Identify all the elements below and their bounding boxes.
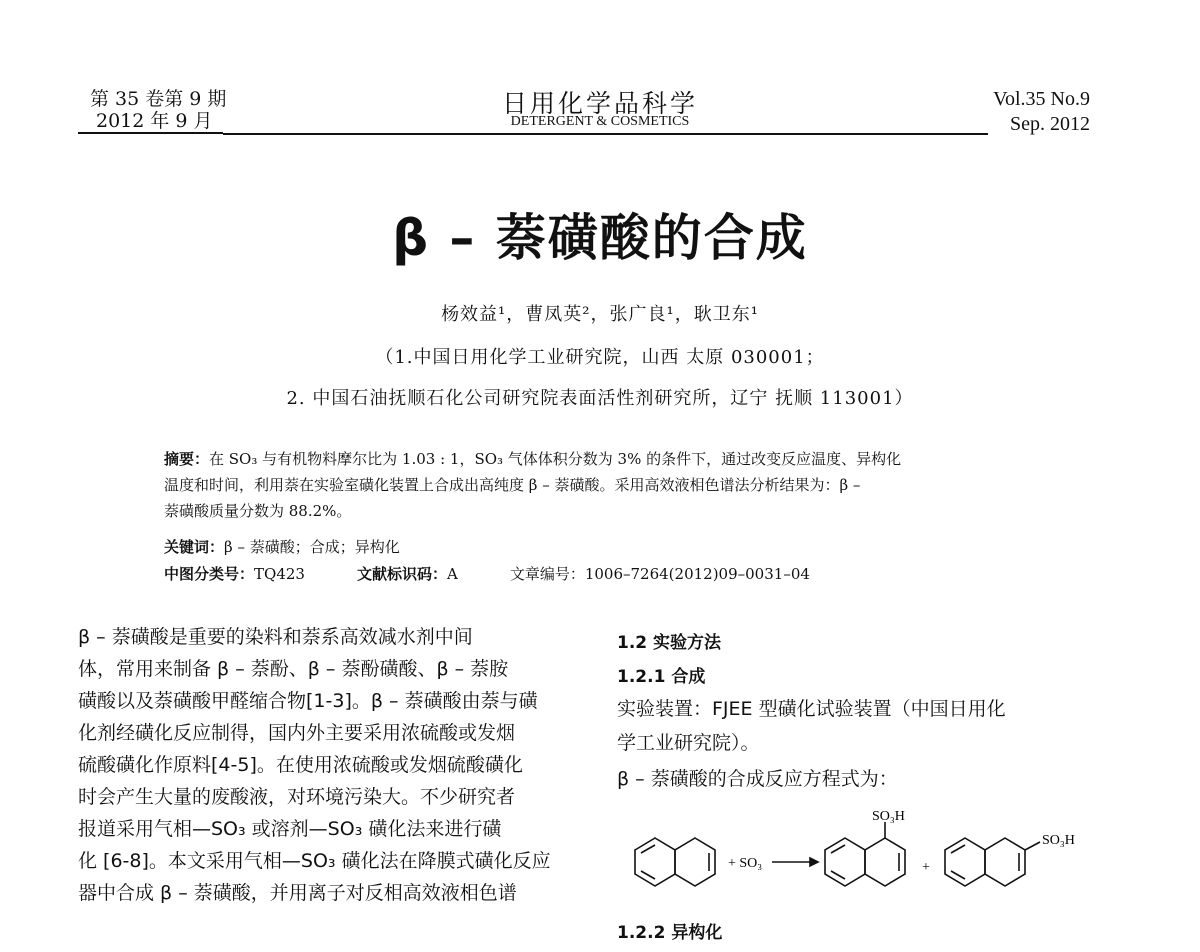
keywords <box>164 537 400 557</box>
naphthalene-structure <box>635 838 715 886</box>
volume-issue-cn: 第 35 卷第 9 期 <box>90 88 227 110</box>
body-line: 实验装置：FJEE 型磺化试验装置（中国日用化 <box>617 698 1006 720</box>
body-line: 化剂经磺化反应制得，国内外主要采用浓硫酸或发烟 <box>78 722 516 744</box>
classification-line <box>164 564 810 584</box>
body-line: 化 [6-8]。本文采用气相—SO₃ 磺化法在降膜式磺化反应 <box>78 850 551 872</box>
article-title: β – 萘磺酸的合成 <box>392 209 808 267</box>
reaction-arrow <box>772 858 818 866</box>
body-line: 磺酸以及萘磺酸甲醛缩合物[1-3]。β – 萘磺酸由萘与磺 <box>78 690 538 712</box>
doc-code-value: A <box>446 565 458 583</box>
volume-issue-en: Vol.35 No.9 <box>993 88 1090 110</box>
journal-title-cn: 日用化学品科学 <box>501 89 698 118</box>
keywords-label: 关键词： <box>164 538 225 556</box>
body-line: 学工业研究院）。 <box>617 732 760 754</box>
body-line: 体，常用来制备 β – 萘酚、β – 萘酚磺酸、β – 萘胺 <box>78 658 509 680</box>
date-cn: 2012 年 9 月 <box>96 110 213 132</box>
reagent-label: + SO₃ <box>728 856 763 871</box>
journal-title-en: DETERGENT & COSMETICS <box>510 114 690 129</box>
plus-sign: + <box>922 860 930 875</box>
header-rule <box>223 133 988 135</box>
alpha-naphthalenesulfonic-acid-structure <box>825 822 905 886</box>
section-heading-1-2-2: 1.2.2 异构化 <box>617 923 723 943</box>
body-line: 硫酸磺化作原料[4-5]。在使用浓硫酸或发烟硫酸磺化 <box>78 754 523 776</box>
abstract-label: 摘要： <box>164 450 210 468</box>
body-line: 报道采用气相—SO₃ 或溶剂—SO₃ 磺化法来进行磺 <box>78 818 502 840</box>
affiliation-2: 2. 中国石油抚顺石化公司研究院表面活性剂研究所，辽宁 抚顺 113001） <box>286 388 914 409</box>
abstract-line-2: 温度和时间，利用萘在实验室磺化装置上合成出高纯度 β – 萘磺酸。采用高效液相色谱法分析结果为：β – <box>164 476 861 494</box>
body-line: 时会产生大量的废酸液，对环境污染大。不少研究者 <box>78 786 516 808</box>
reaction-scheme <box>610 808 1130 908</box>
keywords-text: β – 萘磺酸；合成；异构化 <box>224 538 400 556</box>
article-number-value: 1006–7264(2012)09–0031–04 <box>584 565 810 583</box>
abstract-line-1 <box>164 449 901 469</box>
body-line: β – 萘磺酸的合成反应方程式为： <box>617 768 898 790</box>
clc-value: TQ423 <box>254 565 305 583</box>
beta-naphthalenesulfonic-acid-structure <box>945 838 1040 886</box>
body-line: β – 萘磺酸是重要的染料和萘系高效减水剂中间 <box>78 626 473 648</box>
body-line: 器中合成 β – 萘磺酸，并用离子对反相高效液相色谱 <box>78 882 517 904</box>
date-en: Sep. 2012 <box>1010 113 1090 135</box>
clc-label: 中图分类号： <box>164 565 255 583</box>
author-list: 杨效益¹，曹凤英²，张广良¹，耿卫东¹ <box>441 304 759 325</box>
abstract-text-1: 在 SO₃ 与有机物料摩尔比为 1.03 : 1，SO₃ 气体体积分数为 3% 的条件下，通过改变反应温度、异构化 <box>209 450 902 468</box>
header-rule-left <box>78 132 223 134</box>
doc-code-label: 文献标识码： <box>356 565 447 583</box>
abstract-line-3: 萘磺酸质量分数为 88.2%。 <box>164 502 352 520</box>
section-heading-1-2-1: 1.2.1 合成 <box>617 667 706 687</box>
article-number-label: 文章编号： <box>509 565 585 583</box>
so3h-beta-label: SO₃H <box>1042 833 1075 848</box>
affiliation-1: （1.中国日用化学工业研究院，山西 太原 030001； <box>375 347 825 368</box>
so3h-alpha-label: SO₃H <box>872 809 905 824</box>
section-heading-1-2: 1.2 实验方法 <box>617 633 722 653</box>
